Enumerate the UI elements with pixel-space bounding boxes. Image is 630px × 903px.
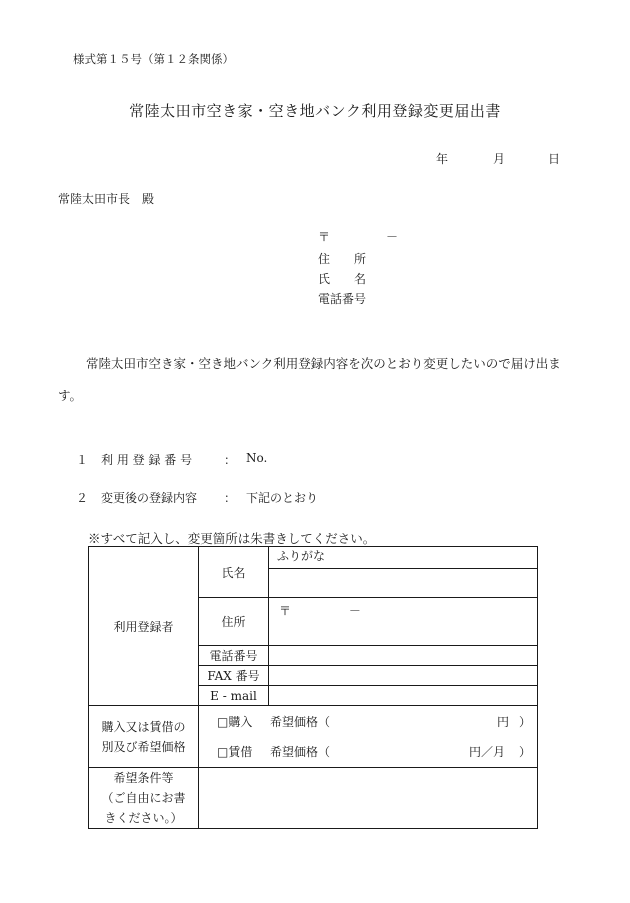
postal-dash: －	[348, 604, 361, 618]
purchase-price-unit: 円	[497, 714, 510, 729]
wishes-line1: 希望条件等	[113, 771, 174, 785]
rent-checkbox[interactable]: □賃借	[217, 744, 253, 759]
rent-price-label: 希望価格（	[270, 744, 331, 759]
wishes-field[interactable]	[199, 768, 538, 829]
item-label: 利 用 登 録 番 号	[101, 453, 193, 467]
item-value: No.	[246, 451, 268, 465]
fax-label: FAX 番号	[199, 666, 269, 686]
wishes-line2: （ご自由にお書	[101, 791, 186, 805]
item-value: 下記のとおり	[246, 491, 319, 505]
email-label: E - mail	[199, 686, 269, 706]
purchase-price-row	[199, 707, 537, 737]
rent-price-row	[199, 737, 537, 767]
phone-label: 電話番号	[199, 646, 269, 666]
purchase-close-paren: ）	[519, 714, 532, 729]
name-label: 氏名	[199, 547, 269, 598]
document-title: 常陸太田市空き家・空き地バンク利用登録変更届出書	[129, 102, 501, 120]
wishes-label	[89, 768, 199, 829]
applicant-postal-mark: 〒	[318, 230, 331, 244]
fax-field[interactable]	[269, 666, 538, 686]
form-number: 様式第１５号（第１２条関係）	[73, 52, 234, 66]
date-year: 年	[436, 152, 449, 166]
price-options-cell	[199, 706, 538, 768]
purchase-rent-label	[89, 706, 199, 768]
item-colon: ：	[224, 491, 237, 505]
furigana-field[interactable]	[269, 547, 538, 569]
purchase-label-line2: 別及び希望価格	[101, 739, 186, 754]
item-colon: ：	[224, 453, 237, 467]
applicant-postal-dash: －	[386, 230, 399, 244]
item-label: 変更後の登録内容	[101, 491, 198, 505]
email-field[interactable]	[269, 686, 538, 706]
item-number: １	[76, 453, 89, 467]
applicant-name-label: 氏 名	[318, 272, 367, 286]
registration-table	[88, 546, 538, 829]
addressee: 常陸太田市長 殿	[58, 192, 155, 206]
address-label: 住所	[199, 598, 269, 646]
address-field[interactable]	[269, 598, 538, 646]
purchase-price-label: 希望価格（	[270, 714, 331, 729]
item-number: ２	[76, 491, 89, 505]
applicant-phone-label: 電話番号	[318, 292, 367, 306]
note-text: ※すべて記入し、変更箇所は朱書きしてください。	[88, 531, 376, 546]
date-day: 日	[548, 152, 561, 166]
body-text: 常陸太田市空き家・空き地バンク利用登録内容を次のとおり変更したいので届け出ます。	[58, 356, 561, 403]
name-field[interactable]	[269, 569, 538, 598]
purchase-checkbox[interactable]: □購入	[217, 714, 253, 729]
phone-field[interactable]	[269, 646, 538, 666]
postal-mark: 〒	[279, 604, 292, 618]
registrant-label: 利用登録者	[89, 547, 199, 706]
rent-close-paren: ）	[519, 744, 532, 759]
wishes-line3: きください。）	[104, 811, 183, 825]
furigana-label: ふりがな	[277, 549, 326, 563]
purchase-label-line1: 購入又は賃借の	[101, 719, 186, 734]
rent-price-unit: 円／月	[469, 744, 506, 759]
applicant-address-label: 住 所	[318, 252, 367, 266]
date-month: 月	[493, 152, 506, 166]
